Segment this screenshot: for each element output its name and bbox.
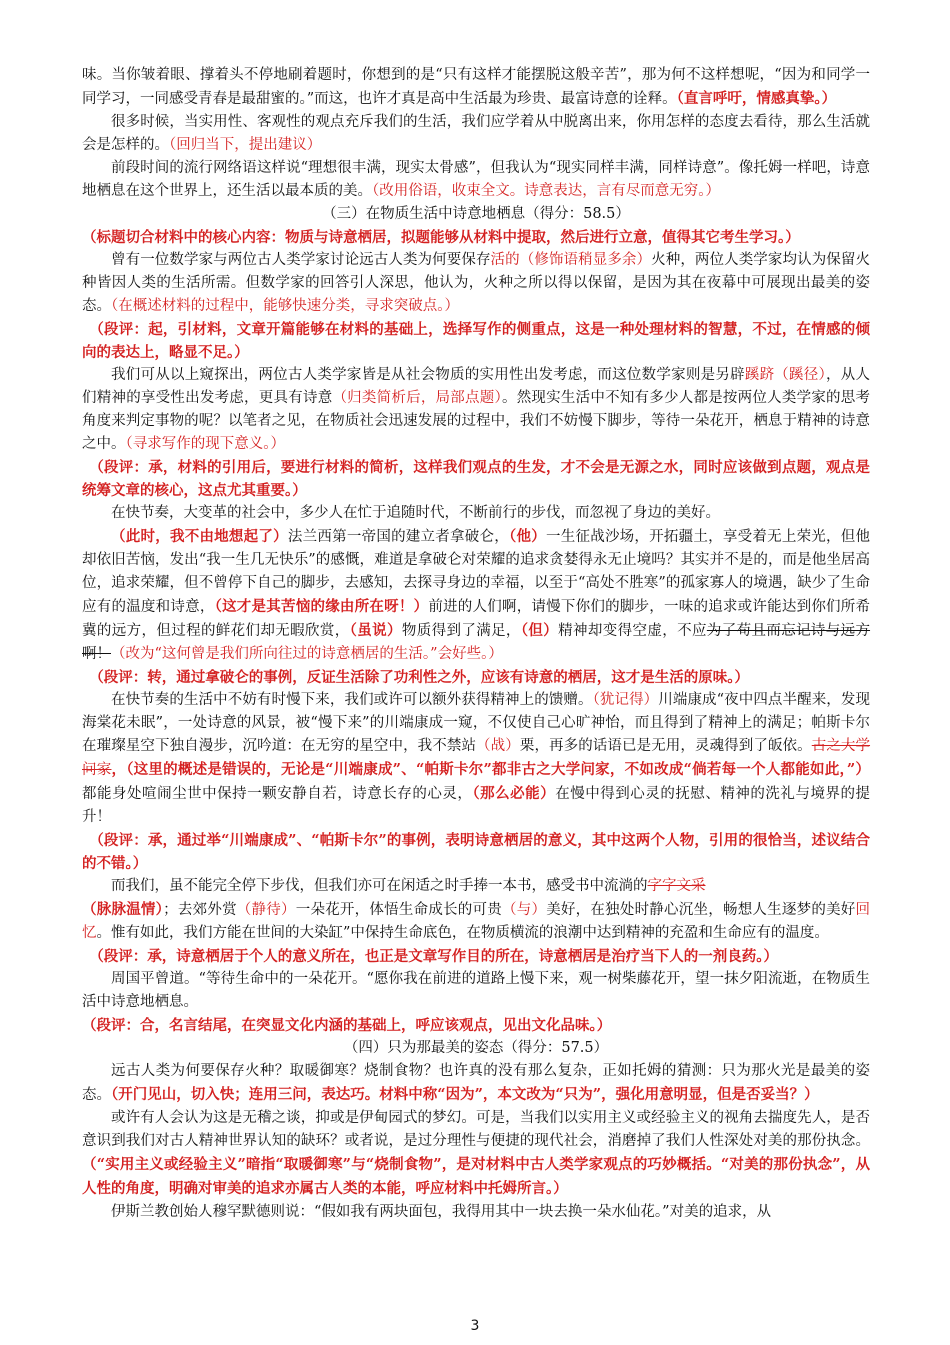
struck-text: 为了苟且而忘记诗与远方啊！	[82, 623, 871, 662]
section-title-3: （三）在物质生活中诗意地栖息（得分：58.5）	[322, 206, 630, 222]
annotation: （脉脉温情）	[82, 901, 164, 918]
paragraph: 曾有一位数学家与两位古人类学家讨论远古人类为何要保存活的（修饰语稍显多余）火种，两位人类学家均认为保留火种皆因人类的生活所需。但数学家的回答引人深思，他认为，火种之所以得以保留，是因为其在夜幕中可展现出最美的姿态。（在概述材料的过程中，能够快速分类，寻求突破点。）	[82, 252, 870, 314]
annotation: （与）	[501, 902, 547, 918]
paragraph: （此时，我不由地想起了）法兰西第一帝国的建立者拿破仑，（他）一生征战沙场，开拓疆土，享受着无上荣光，但他却依旧苦恼，发出“我一生几无快乐”的感慨，难道是拿破仑对荣耀的追求贪婪得永无止境吗？其实并不是的，而是他坐居高位，追求荣耀，但不曾停下自己的脚步，去感知，去探寻身边的幸福，以至于“高处不胜寒”的孤家寡人的境遇，缺少了生命应有的温度和诗意，（这才是其苦恼的缘由所在呀！）前进的人们啊，请慢下你们的脚步，一味的追求或许能达到你们所希冀的远方，但过程的鲜花们却无暇欣赏，（虽说）物质得到了满足，（但）精神却变得空虚，不应为了苟且而忘记诗与远方啊！（改为“这何曾是我们所向往过的诗意栖居的生活。”会好些。）	[82, 528, 871, 662]
paragraph: 伊斯兰教创始人穆罕默德则说：“假如我有两块面包，我得用其中一块去换一朵水仙花。”对美的追求，从	[111, 1204, 772, 1220]
annotation: 活的（修饰语稍显多余）	[490, 252, 652, 268]
paragraph-comment: （段评：合，名言结尾，在突显文化内涵的基础上，呼应该观点，见出文化品味。）	[82, 1017, 612, 1034]
annotation: （犹记得）	[592, 692, 659, 708]
annotation: （在概述材料的过程中，能够快速分类，寻求突破点。）	[111, 298, 459, 314]
annotation: （寻求写作的现下意义。）	[125, 436, 285, 452]
annotation: （他）	[509, 528, 546, 545]
paragraph-comment: （段评：承，诗意栖居于个人的意义所在，也正是文章写作目的所在，诗意栖居是治疗当下人的一剂良药。）	[89, 948, 778, 965]
paragraph-comment: （段评：起，引材料，文章开篇能够在材料的基础上，选择写作的侧重点，这是一种处理材料的智慧，不过，在情感的倾向的表达上，略显不足。）	[82, 321, 870, 361]
annotation: （改为“这何曾是我们所向往过的诗意栖居的生活。”会好些。）	[111, 646, 503, 662]
annotation: （归类简析后，局部点题）	[332, 390, 502, 406]
struck-text: 古之大学问家	[82, 738, 871, 778]
paragraph-comment: （段评：转，通过拿破仑的事例，反证生活除了功利性之外，应该有诗意的栖居，这才是生活的原味。）	[89, 669, 749, 686]
page-number: 3	[470, 1318, 480, 1334]
annotation: （虽说）	[349, 622, 402, 639]
annotation: 回忆	[82, 902, 871, 941]
paragraph: 很多时候，当实用性、客观性的观点充斥我们的生活，我们应学着从中脱离出来，你用怎样的态度去看待，那么生活就会是怎样的。（回归当下，提出建议）	[82, 114, 870, 153]
paragraph: 在快节奏，大变革的社会中，多少人在忙于追随时代，不断前行的步伐，而忽视了身边的美好。	[111, 505, 720, 521]
document-page	[82, 64, 870, 1224]
annotation: （但）	[520, 622, 559, 639]
paragraph: 我们可从以上窥探出，两位古人类学家皆是从社会物质的实用性出发考虑，而这位数学家则是另辟蹊跻（蹊径），从人们精神的享受性出发考虑，更具有诗意（归类简析后，局部点题）。然现实生活中不知有多少人都是按两位人类学家的思考角度来判定事物的呢？以笔者之见，在物质社会迅速发展的过程中，我们不妨慢下脚步，等待一朵花开，栖息于精神的诗意之中。（寻求写作的现下意义。）	[82, 367, 871, 452]
annotation: （此时，我不由地想起了）	[111, 528, 288, 545]
annotation: 蹊跻（蹊径）	[744, 367, 827, 383]
title-comment: （标题切合材料中的核心内容：物质与诗意栖居，拟题能够从材料中提取，然后进行立意，值得其它考生学习。）	[82, 229, 800, 246]
annotation: （改用俗语，收束全文。诗意表达，言有尽而意无穷。）	[372, 183, 720, 199]
paragraph: 在快节奏的生活中不妨有时慢下来，我们或许可以额外获得精神上的馈赠。（犹记得）川端康成“夜中四点半醒来，发现海棠花未眠”，一处诗意的风景，被“慢下来”的川端康成一窥，不仅使自己心旷神怡，而且得到了精神上的满足；帕斯卡尔在璀璨星空下独自漫步，沉吟道：在无穷的星空中，我不禁站（战）栗，再多的话语已是无用，灵魂得到了皈依。古之大学问家，（这里的概述是错误的，无论是“川端康成”、“帕斯卡尔”都非古之大学问家，不如改成“倘若每一个人都能如此，”）都能身处喧闹尘世中保持一颗安静自若，诗意长存的心灵，（那么必能）在慢中得到心灵的抚慰、精神的洗礼与境界的提升！	[82, 692, 871, 825]
section-title-4: （四）只为那最美的姿态（得分：57.5）	[343, 1040, 609, 1056]
annotation: （这才是其苦恼的缘由所在呀！）	[214, 598, 429, 615]
paragraph: 前段时间的流行网络语这样说“理想很丰满，现实太骨感”，但我认为“现实同样丰满，同样诗意”。像托姆一样吧，诗意地栖息在这个世界上，还生活以最本质的美。（改用俗语，收束全文。诗意表达，言有尽而意无穷。）	[82, 160, 870, 199]
annotation: （“实用主义或经验主义”暗指“取暖御寒”与“烧制食物”，是对材料中古人类学家观点的巧妙概括。“对美的那份执念”，从人性的角度，明确对审美的追求亦属古人类的本能，呼应材料中托姆所言。）	[82, 1156, 870, 1197]
paragraph: 味。当你皱着眼、撑着头不停地刷着题时，你想到的是“只有这样才能摆脱这般辛苦”，那为何不这样想呢，“因为和同学一同学习，一同感受青春是最甜蜜的。”而这，也许才真是高中生活最为珍贵、最富诗意的诠释。（直言呼吁，情感真挚。）	[82, 67, 870, 107]
annotation: （战）	[476, 738, 520, 754]
annotation: （回归当下，提出建议）	[169, 137, 322, 153]
paragraph: 或许有人会认为这是无稽之谈，抑或是伊甸园式的梦幻。可是，当我们以实用主义或经验主义的视角去揣度先人，是否意识到我们对古人精神世界认知的缺环？或者说，是过分理性与便捷的现代社会，消磨掉了我们人性深处对美的那份执念。（“实用主义或经验主义”暗指“取暖御寒”与“烧制食物”，是对材料中古人类学家观点的巧妙概括。“对美的那份执念”，从人性的角度，明确对审美的追求亦属古人类的本能，呼应材料中托姆所言。）	[82, 1110, 870, 1197]
paragraph-comment: （段评：承，通过举“川端康成”、“帕斯卡尔”的事例，表明诗意栖居的意义，其中这两个人物，引用的很恰当，述议结合的不错。）	[82, 832, 870, 872]
paragraph: 而我们，虽不能完全停下步伐，但我们亦可在闲适之时手捧一本书，感受书中流淌的字字文采 （脉脉温情）；去郊外赏（静待）一朵花开，体悟生命成长的可贵（与）美好，在独处时静心沉坐，畅想人生逐梦的美好回忆。惟有如此，我们方能在世间的大染缸”中保持生命底色，在物质横流的浪潮中达到精神的充盈和生命应有的温度。	[82, 878, 871, 941]
annotation: （开门见山，切入快；连用三问，表达巧。材料中称“因为”，本文改为“只为”，强化用意明显，但是否妥当？）	[111, 1086, 819, 1103]
paragraph-comment: （段评：承，材料的引用后，要进行材料的简析，这样我们观点的生发，才不会是无源之水，同时应该做到点题，观点是统筹文章的核心，这点尤其重要。）	[82, 459, 870, 499]
paragraph: 远古人类为何要保存火种？取暖御寒？烧制食物？也许真的没有那么复杂，正如托姆的猜测：只为那火光是最美的姿态。（开门见山，切入快；连用三问，表达巧。材料中称“因为”，本文改为“只为”，强化用意明显，但是否妥当？）	[82, 1063, 870, 1103]
annotation: （直言呼吁，情感真挚。）	[676, 90, 837, 107]
annotation: （那么必能）	[472, 785, 556, 802]
paragraph: 周国平曾道。“等待生命中的一朵花开。“愿你我在前进的道路上慢下来，观一树柴藤花开，望一抹夕阳流逝，在物质生活中诗意地栖息。	[82, 971, 870, 1010]
annotation: ，（这里的概述是错误的，无论是“川端康成”、“帕斯卡尔”都非古之大学问家，不如改成“倘若每一个人都能如此，”）	[111, 761, 870, 778]
struck-text: 字字文采	[647, 878, 706, 894]
annotation: （静待）	[236, 902, 296, 918]
